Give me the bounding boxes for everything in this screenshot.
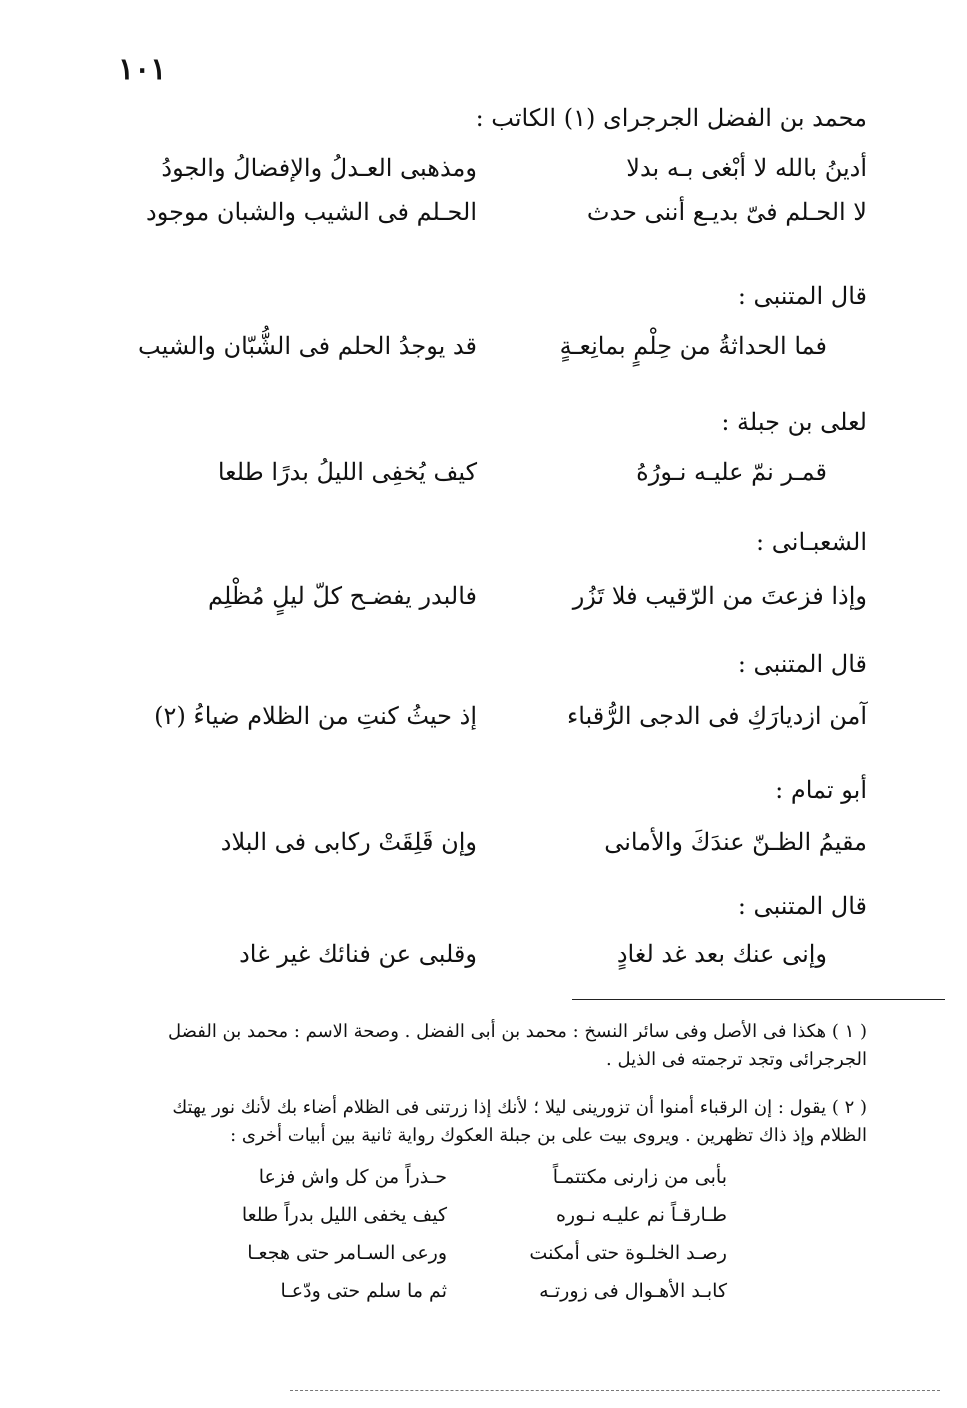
verse-first-hemistich: لا الحـلم فىّ بديـع أننى حدث <box>586 198 867 226</box>
verse-block <box>120 828 867 872</box>
verse-block <box>120 458 867 502</box>
verse-first-hemistich: بأبى من زارنى مكتتمـاً <box>552 1166 727 1188</box>
verse-second-hemistich: وقلبى عن فنائك غير غاد <box>239 940 477 968</box>
verse-second-hemistich: قد يوجدُ الحلم فى الشُّبّان والشيب <box>138 332 477 360</box>
poem-section <box>120 528 867 556</box>
verse-second-hemistich: ومذهبى العـدلُ والإفضالُ والجودُ <box>161 154 477 182</box>
verse-line <box>120 198 867 242</box>
footnote-text: ( ١ ) هكذا فى الأصل وفى سائر النسخ : محمد بن أبى الفضل . وصحة الاسم : محمد بن الفضل الجرجرائى وتجد ترجمته فى الذيل . <box>168 1021 867 1070</box>
verse-first-hemistich: أدينُ بالله لا أبْغى بـه بدلا <box>626 154 867 182</box>
verse-line <box>120 582 867 626</box>
footnote-verse-line <box>120 1280 867 1318</box>
poem-section <box>120 282 867 310</box>
verse-first-hemistich: وإنى عنك بعد غد لغادٍ <box>616 940 827 968</box>
poet-heading: لعلى بن جبلة : <box>721 408 867 436</box>
poem-section <box>120 776 867 804</box>
verse-second-hemistich: كيف يُخفِى الليلُ بدرًا طلعا <box>217 458 477 486</box>
verse-line <box>120 828 867 872</box>
page-bottom-rule <box>290 1390 940 1391</box>
verse-line <box>120 458 867 502</box>
verse-first-hemistich: آمن ازديارَكِ فى الدجى الرُّقباء <box>566 702 867 730</box>
verse-first-hemistich: مقيمُ الظـنّ عندَكَ والأمانى <box>604 828 867 856</box>
verse-second-hemistich: ثم ما سلم حتى ودّعـا <box>280 1280 447 1302</box>
footnote-1 <box>120 1018 867 1074</box>
verse-second-hemistich: إذ حيثُ كنتِ من الظلام ضياءُ (٢) <box>154 702 477 730</box>
verse-line <box>120 940 867 984</box>
poet-heading: قال المتنبى : <box>737 892 867 920</box>
verse-line <box>120 154 867 198</box>
footnote-text: ( ٢ ) يقول : إن الرقباء أمنوا أن تزورينى ليلا ؛ لأنك إذا زرتنى فى الظلام أضاء بك لأنك نور يهتك الظلام وإذ ذاك تظهرين . ويروى بيت على بن جبلة العكوك رواية ثانية بين أبيات أخرى : <box>172 1097 867 1146</box>
poet-heading: أبو تمام : <box>775 776 867 804</box>
verse-first-hemistich: طـارقـاً نم عليـه نـوره <box>555 1204 727 1226</box>
footnote-verse-line <box>120 1242 867 1280</box>
footnote-2 <box>120 1094 867 1150</box>
verse-second-hemistich: حـذراً من كل واش فزعا <box>258 1166 447 1188</box>
verse-first-hemistich: فما الحداثةُ من حِلْمٍ بمانِعـةٍ <box>559 332 827 360</box>
verse-block <box>120 940 867 984</box>
footnote-separator <box>572 999 945 1000</box>
verse-block <box>120 702 867 746</box>
verse-first-hemistich: قمـر نمّ عليـه نـورُهُ <box>636 458 827 486</box>
verse-second-hemistich: الحـلم فى الشيب والشبان موجود <box>146 198 477 226</box>
footnote-verse-line <box>120 1204 867 1242</box>
verse-line <box>120 702 867 746</box>
verse-second-hemistich: ورعى السـامر حتى هجعـا <box>247 1242 447 1264</box>
footnote-verse-line <box>120 1166 867 1204</box>
poet-heading: قال المتنبى : <box>737 282 867 310</box>
poet-heading: محمد بن الفضل الجرجرای (١) الكاتب : <box>475 104 867 132</box>
verse-line <box>120 332 867 376</box>
verse-first-hemistich: كابـد الأهـوال فى زورتـه <box>539 1280 727 1302</box>
verse-second-hemistich: كيف يخفى الليل بدراً طلعا <box>241 1204 447 1226</box>
verse-first-hemistich: وإذا فزعتَ من الرّقيب فلا تَزُر <box>572 582 867 610</box>
poem-section <box>120 104 867 132</box>
verse-block <box>120 332 867 376</box>
verse-block <box>120 582 867 626</box>
verse-second-hemistich: فالبدر يفضـح كلّ ليلٍ مُظْلِم <box>208 582 477 610</box>
poem-section <box>120 408 867 436</box>
poet-heading: قال المتنبى : <box>737 650 867 678</box>
verse-block <box>120 154 867 242</box>
verse-first-hemistich: رصـد الخلـوة حتى أمكنت <box>529 1242 727 1264</box>
page-number: ١٠١ <box>118 52 167 87</box>
poem-section <box>120 650 867 678</box>
poet-heading: الشعبـانى : <box>756 528 867 556</box>
verse-second-hemistich: وإن قَلِقَتْ ركابى فى البلاد <box>220 828 477 856</box>
poem-section <box>120 892 867 920</box>
footnote-verses <box>120 1166 867 1318</box>
